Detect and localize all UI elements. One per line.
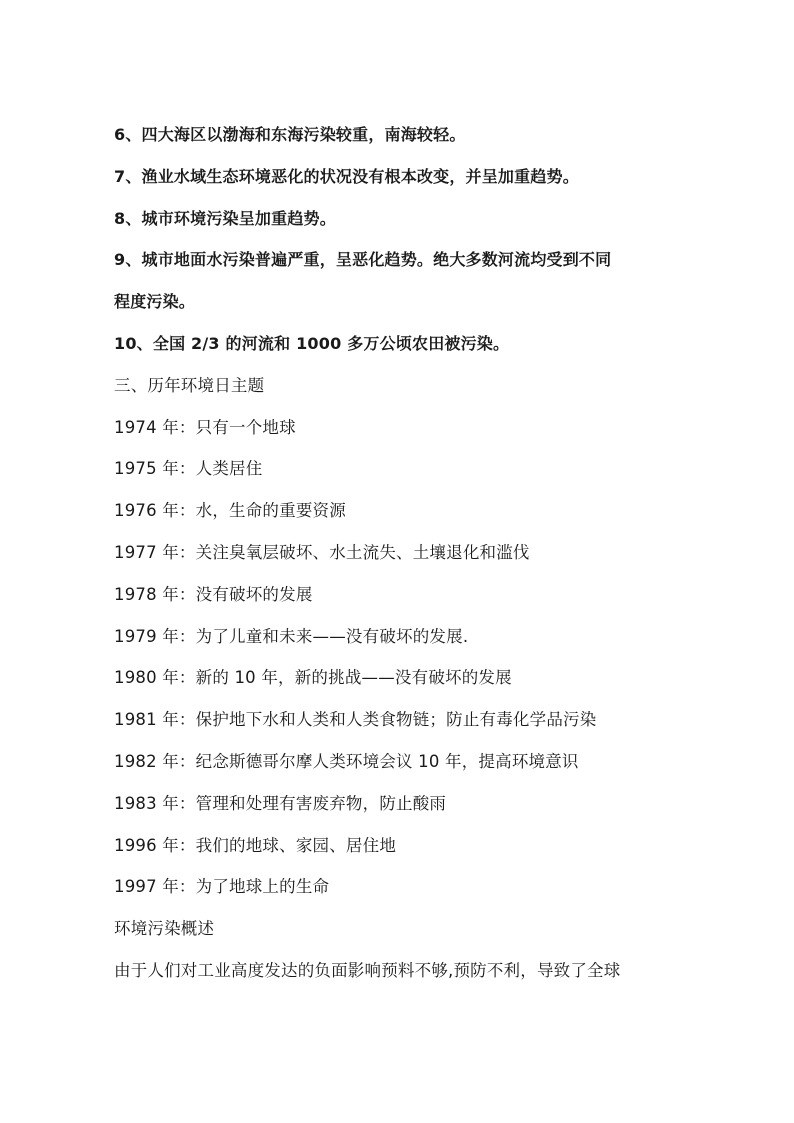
theme-1976: 1976 年：水，生命的重要资源 xyxy=(114,501,346,521)
section-heading-pollution-overview: 环境污染概述 xyxy=(114,919,215,939)
pollution-item-9-continued: 程度污染。 xyxy=(114,292,196,312)
overview-paragraph-line: 由于人们对工业高度发达的负面影响预料不够,预防不利，导致了全球 xyxy=(114,960,621,980)
theme-1982: 1982 年：纪念斯德哥尔摩人类环境会议 10 年，提高环境意识 xyxy=(114,751,579,771)
pollution-item-9: 9、城市地面水污染普遍严重，呈恶化趋势。绝大多数河流均受到不同 xyxy=(114,250,612,270)
theme-1977: 1977 年：关注臭氧层破坏、水土流失、土壤退化和滥伐 xyxy=(114,542,530,562)
pollution-item-10: 10、全国 2/3 的河流和 1000 多万公顷农田被污染。 xyxy=(114,333,510,353)
pollution-item-6: 6、四大海区以渤海和东海污染较重，南海较轻。 xyxy=(114,125,466,144)
theme-1974: 1974 年：只有一个地球 xyxy=(114,417,296,437)
theme-1983: 1983 年：管理和处理有害废弃物，防止酸雨 xyxy=(114,793,447,813)
section-heading-environment-day-themes: 三、历年环境日主题 xyxy=(114,375,265,395)
theme-1975: 1975 年：人类居住 xyxy=(114,459,263,479)
theme-1997: 1997 年：为了地球上的生命 xyxy=(114,877,330,897)
theme-1980: 1980 年：新的 10 年，新的挑战——没有破坏的发展 xyxy=(114,668,512,688)
pollution-item-8: 8、城市环境污染呈加重趋势。 xyxy=(114,208,336,228)
theme-1981: 1981 年：保护地下水和人类和人类食物链；防止有毒化学品污染 xyxy=(114,710,597,730)
pollution-item-7: 7、渔业水域生态环境恶化的状况没有根本改变，并呈加重趋势。 xyxy=(114,166,579,186)
theme-1978: 1978 年：没有破坏的发展 xyxy=(114,584,313,604)
theme-1996: 1996 年：我们的地球、家园、居住地 xyxy=(114,835,397,855)
document-body xyxy=(114,119,694,997)
theme-1979: 1979 年：为了儿童和未来——没有破坏的发展. xyxy=(114,626,469,646)
